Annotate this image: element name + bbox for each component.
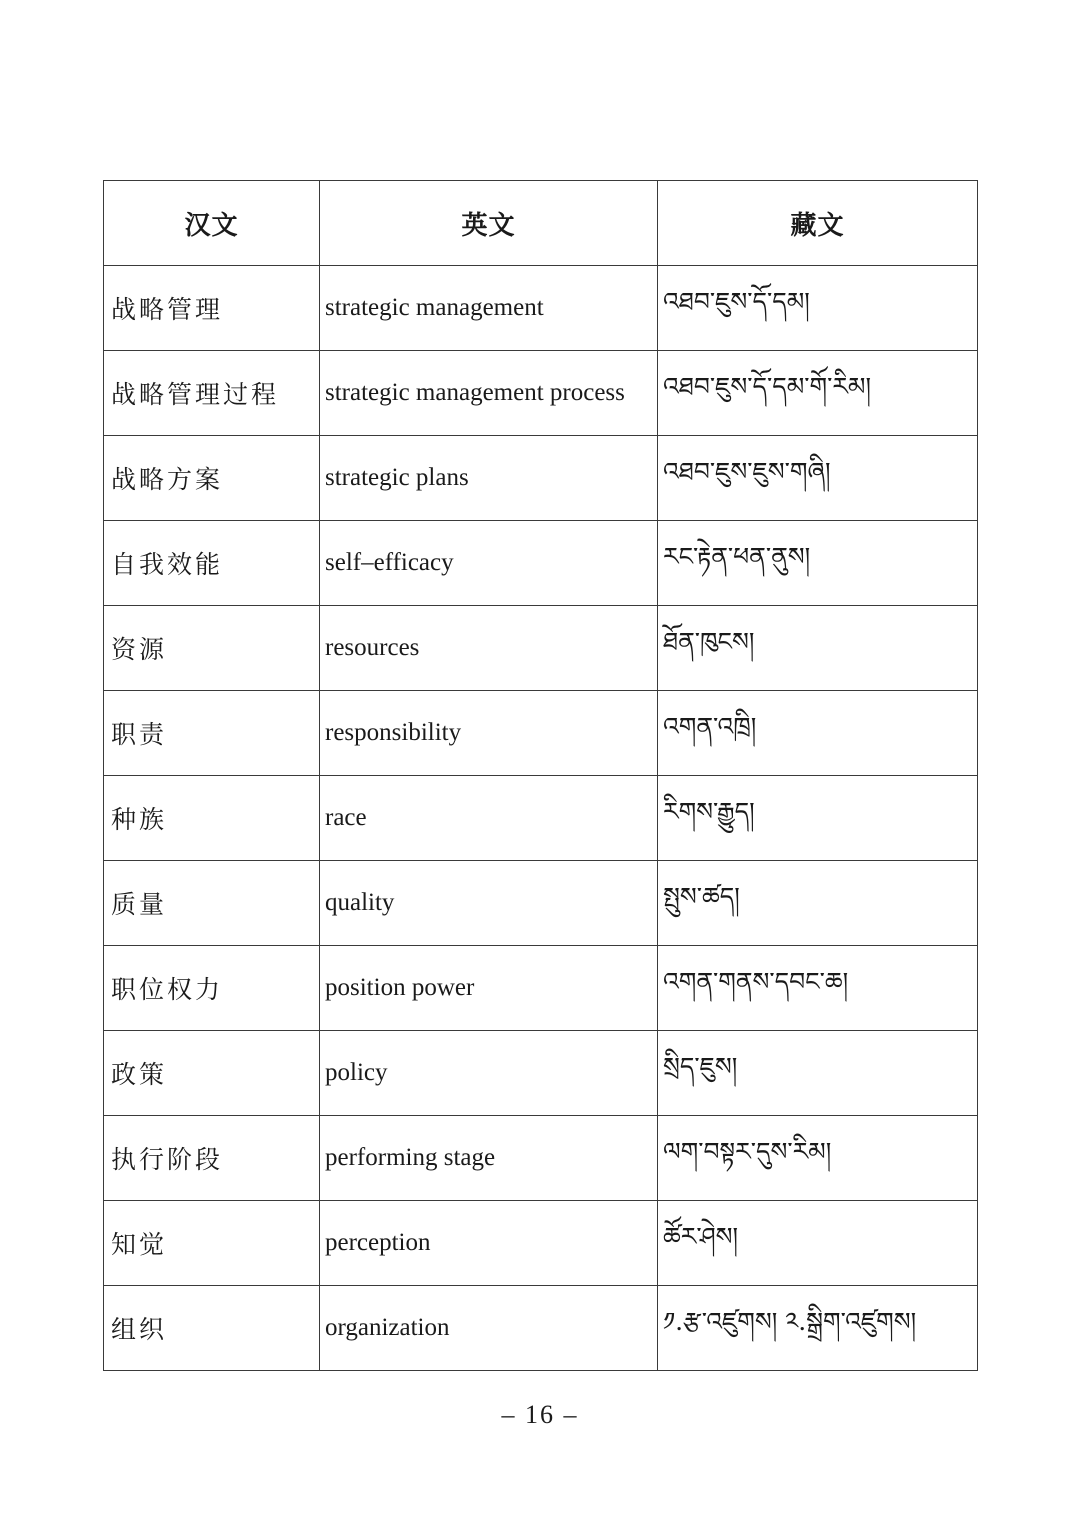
tibetan-term: འགན་འཁྲི། xyxy=(658,691,978,776)
chinese-term: 组织 xyxy=(104,1286,320,1371)
header-chinese: 汉文 xyxy=(104,181,320,266)
chinese-term: 执行阶段 xyxy=(104,1116,320,1201)
english-term: strategic management xyxy=(320,266,658,351)
english-term: position power xyxy=(320,946,658,1031)
tibetan-term: ༡.རྩ་འཛུགས། ༢.སྒྲིག་འཛུགས། xyxy=(658,1286,978,1371)
table-row xyxy=(104,1031,978,1116)
tibetan-term: རང་རྟེན་ཕན་ནུས། xyxy=(658,521,978,606)
header-row xyxy=(104,181,978,266)
table-row xyxy=(104,1201,978,1286)
header-english: 英文 xyxy=(320,181,658,266)
chinese-term: 职位权力 xyxy=(104,946,320,1031)
english-term: responsibility xyxy=(320,691,658,776)
english-term: policy xyxy=(320,1031,658,1116)
english-term: organization xyxy=(320,1286,658,1371)
chinese-term: 自我效能 xyxy=(104,521,320,606)
table-row xyxy=(104,1116,978,1201)
chinese-term: 战略管理 xyxy=(104,266,320,351)
tibetan-term: རིགས་རྒྱུད། xyxy=(658,776,978,861)
table-row xyxy=(104,861,978,946)
glossary-table xyxy=(103,180,978,1371)
chinese-term: 质量 xyxy=(104,861,320,946)
chinese-term: 战略方案 xyxy=(104,436,320,521)
table-row xyxy=(104,1286,978,1371)
tibetan-term: འཐབ་ཇུས་དོ་དམ་གོ་རིམ། xyxy=(658,351,978,436)
table-row xyxy=(104,691,978,776)
table-row xyxy=(104,266,978,351)
tibetan-term: སྤུས་ཚད། xyxy=(658,861,978,946)
table-row xyxy=(104,521,978,606)
page-number: – 16 – xyxy=(501,1400,579,1429)
tibetan-term: ཐོན་ཁུངས། xyxy=(658,606,978,691)
english-term: resources xyxy=(320,606,658,691)
english-term: perception xyxy=(320,1201,658,1286)
chinese-term: 知觉 xyxy=(104,1201,320,1286)
table-row xyxy=(104,606,978,691)
header-tibetan: 藏文 xyxy=(658,181,978,266)
table-row xyxy=(104,946,978,1031)
english-term: quality xyxy=(320,861,658,946)
english-term: self–efficacy xyxy=(320,521,658,606)
tibetan-term: སྲིད་ཇུས། xyxy=(658,1031,978,1116)
table-row xyxy=(104,351,978,436)
chinese-term: 职责 xyxy=(104,691,320,776)
table-row xyxy=(104,436,978,521)
chinese-term: 政策 xyxy=(104,1031,320,1116)
tibetan-term: འཐབ་ཇུས་ཇུས་གཞི། xyxy=(658,436,978,521)
tibetan-term: འཐབ་ཇུས་དོ་དམ། xyxy=(658,266,978,351)
tibetan-term: ཚོར་ཤེས། xyxy=(658,1201,978,1286)
tibetan-term: ལག་བསྟར་དུས་རིམ། xyxy=(658,1116,978,1201)
english-term: strategic plans xyxy=(320,436,658,521)
chinese-term: 资源 xyxy=(104,606,320,691)
tibetan-term: འགན་གནས་དབང་ཆ། xyxy=(658,946,978,1031)
chinese-term: 种族 xyxy=(104,776,320,861)
english-term: race xyxy=(320,776,658,861)
english-term: strategic management process xyxy=(320,351,658,436)
chinese-term: 战略管理过程 xyxy=(104,351,320,436)
table-row xyxy=(104,776,978,861)
english-term: performing stage xyxy=(320,1116,658,1201)
